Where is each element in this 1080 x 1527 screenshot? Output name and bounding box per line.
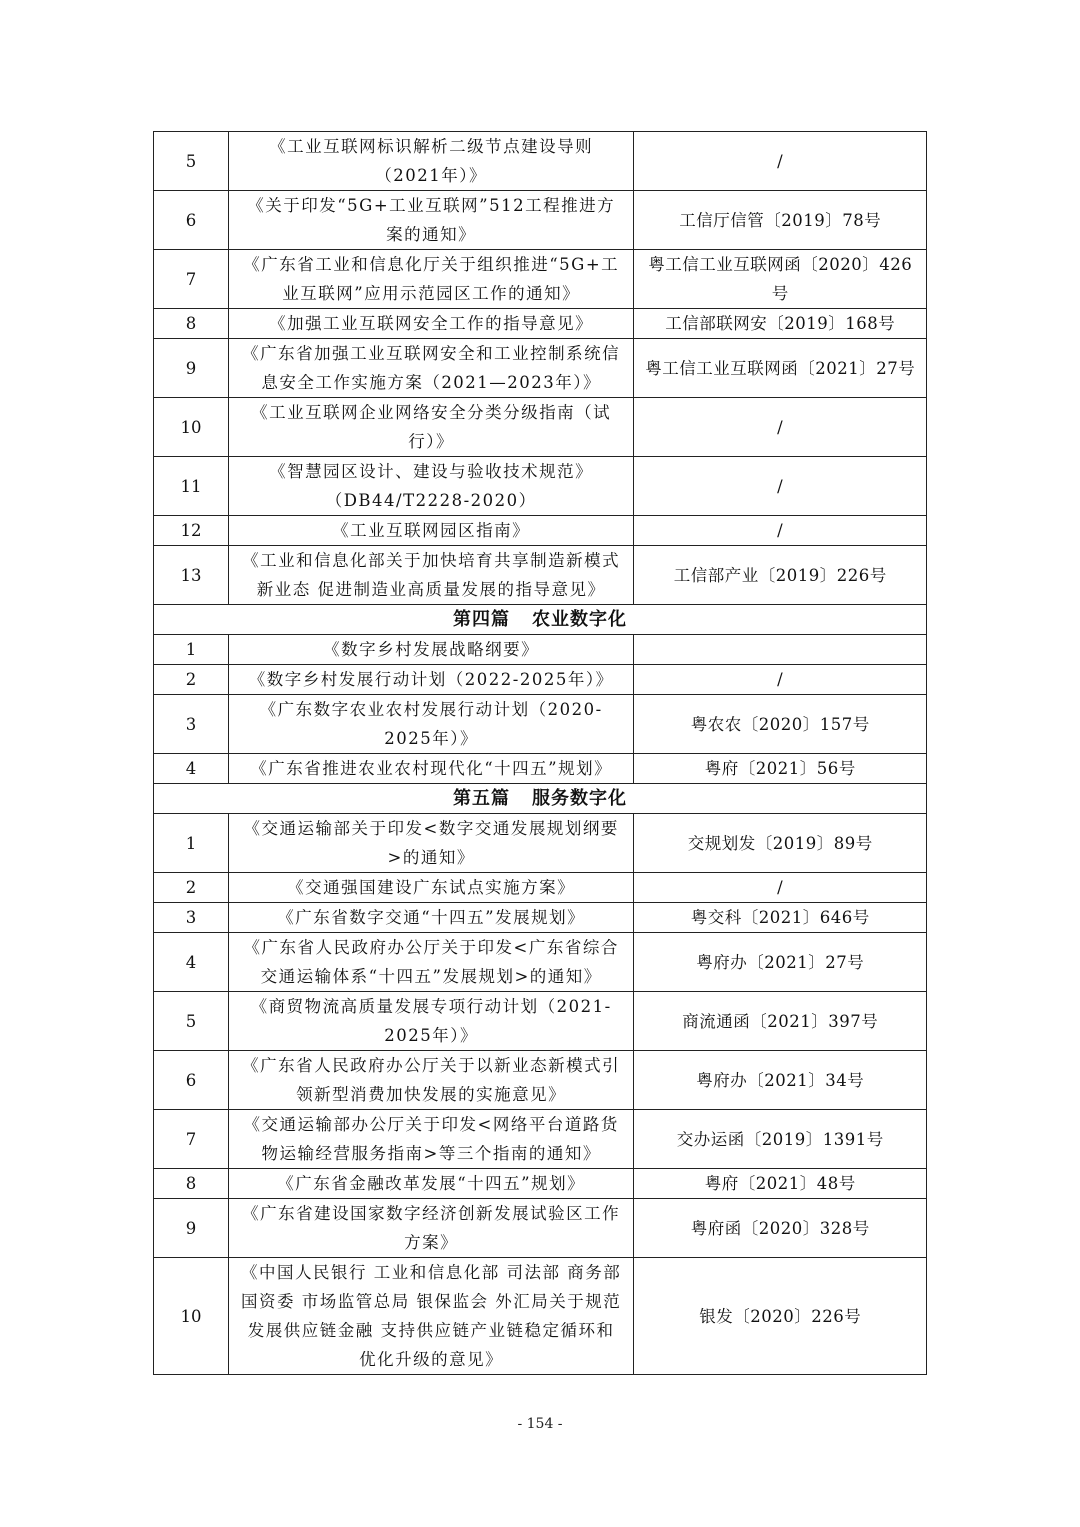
table-row	[154, 695, 927, 754]
table-row	[154, 1169, 927, 1199]
document-title: 《工业和信息化部关于加快培育共享制造新模式新业态 促进制造业高质量发展的指导意见》	[228, 546, 633, 605]
table-row	[154, 1199, 927, 1258]
document-reference: 粤府函〔2020〕328号	[634, 1199, 927, 1258]
row-number: 3	[154, 695, 229, 754]
row-number: 7	[154, 1110, 229, 1169]
table-row	[154, 546, 927, 605]
table-row	[154, 992, 927, 1051]
document-title: 《工业互联网园区指南》	[228, 516, 633, 546]
document-title: 《广东数字农业农村发展行动计划（2020-2025年）》	[228, 695, 633, 754]
document-title: 《广东省人民政府办公厅关于以新业态新模式引领新型消费加快发展的实施意见》	[228, 1051, 633, 1110]
row-number: 6	[154, 191, 229, 250]
table-row	[154, 1051, 927, 1110]
row-number: 3	[154, 903, 229, 933]
row-number: 11	[154, 457, 229, 516]
document-title: 《工业互联网标识解析二级节点建设导则（2021年）》	[228, 132, 633, 191]
table-row	[154, 814, 927, 873]
row-number: 2	[154, 873, 229, 903]
table-row	[154, 309, 927, 339]
table-row	[154, 754, 927, 784]
document-reference: 粤府办〔2021〕27号	[634, 933, 927, 992]
document-reference: 粤府办〔2021〕34号	[634, 1051, 927, 1110]
table-row	[154, 873, 927, 903]
document-title: 《数字乡村发展战略纲要》	[228, 635, 633, 665]
row-number: 1	[154, 635, 229, 665]
row-number: 10	[154, 398, 229, 457]
section-heading	[154, 784, 927, 814]
document-title: 《交通运输部关于印发<数字交通发展规划纲要>的通知》	[228, 814, 633, 873]
section-number: 第四篇	[453, 608, 510, 630]
document-title: 《交通强国建设广东试点实施方案》	[228, 873, 633, 903]
table-row	[154, 516, 927, 546]
document-title: 《关于印发“5G+工业互联网”512工程推进方案的通知》	[228, 191, 633, 250]
table-row	[154, 933, 927, 992]
document-title: 《广东省工业和信息化厅关于组织推进“5G+工业互联网”应用示范园区工作的通知》	[228, 250, 633, 309]
row-number: 4	[154, 933, 229, 992]
table-row	[154, 191, 927, 250]
row-number: 9	[154, 339, 229, 398]
row-number: 5	[154, 992, 229, 1051]
document-title: 《交通运输部办公厅关于印发<网络平台道路货物运输经营服务指南>等三个指南的通知》	[228, 1110, 633, 1169]
document-title: 《广东省数字交通“十四五”发展规划》	[228, 903, 633, 933]
row-number: 1	[154, 814, 229, 873]
section-heading-row	[154, 605, 927, 635]
table-body	[154, 132, 927, 1375]
document-reference: 工信部产业〔2019〕226号	[634, 546, 927, 605]
document-reference: /	[634, 516, 927, 546]
document-reference: 粤工信工业互联网函〔2021〕27号	[634, 339, 927, 398]
document-title: 《广东省推进农业农村现代化“十四五”规划》	[228, 754, 633, 784]
document-title: 《工业互联网企业网络安全分类分级指南（试行）》	[228, 398, 633, 457]
row-number: 7	[154, 250, 229, 309]
section-heading	[154, 605, 927, 635]
row-number: 4	[154, 754, 229, 784]
table-row	[154, 903, 927, 933]
document-reference: /	[634, 665, 927, 695]
document-reference: 粤府〔2021〕48号	[634, 1169, 927, 1199]
table-row	[154, 635, 927, 665]
document-reference: /	[634, 457, 927, 516]
table-row	[154, 1110, 927, 1169]
table-row	[154, 339, 927, 398]
row-number: 13	[154, 546, 229, 605]
document-reference: 交办运函〔2019〕1391号	[634, 1110, 927, 1169]
row-number: 6	[154, 1051, 229, 1110]
document-reference: 工信厅信管〔2019〕78号	[634, 191, 927, 250]
document-reference: 粤交科〔2021〕646号	[634, 903, 927, 933]
document-title: 《加强工业互联网安全工作的指导意见》	[228, 309, 633, 339]
document-reference	[634, 635, 927, 665]
document-title: 《广东省金融改革发展“十四五”规划》	[228, 1169, 633, 1199]
row-number: 2	[154, 665, 229, 695]
document-reference: 交规划发〔2019〕89号	[634, 814, 927, 873]
document-title: 《中国人民银行 工业和信息化部 司法部 商务部 国资委 市场监管总局 银保监会 外汇局关于规范发展供应链金融 支持供应链产业链稳定循环和优化升级的意见》	[228, 1258, 633, 1375]
table-row	[154, 665, 927, 695]
document-title: 《商贸物流高质量发展专项行动计划（2021-2025年）》	[228, 992, 633, 1051]
row-number: 10	[154, 1258, 229, 1375]
row-number: 9	[154, 1199, 229, 1258]
table-row	[154, 250, 927, 309]
document-title: 《智慧园区设计、建设与验收技术规范》（DB44/T2228-2020）	[228, 457, 633, 516]
document-reference: 商流通函〔2021〕397号	[634, 992, 927, 1051]
document-title: 《广东省建设国家数字经济创新发展试验区工作方案》	[228, 1199, 633, 1258]
document-reference: /	[634, 132, 927, 191]
section-title: 农业数字化	[532, 608, 627, 630]
document-reference: 粤工信工业互联网函〔2020〕426号	[634, 250, 927, 309]
document-title: 《广东省加强工业互联网安全和工业控制系统信息安全工作实施方案（2021—2023年）》	[228, 339, 633, 398]
document-reference: 工信部联网安〔2019〕168号	[634, 309, 927, 339]
section-title: 服务数字化	[532, 787, 627, 809]
policy-reference-table	[153, 131, 927, 1375]
table-row	[154, 457, 927, 516]
table-row	[154, 398, 927, 457]
document-reference: /	[634, 873, 927, 903]
section-number: 第五篇	[453, 787, 510, 809]
document-title: 《广东省人民政府办公厅关于印发<广东省综合交通运输体系“十四五”发展规划>的通知》	[228, 933, 633, 992]
row-number: 8	[154, 309, 229, 339]
document-reference: 粤农农〔2020〕157号	[634, 695, 927, 754]
document-title: 《数字乡村发展行动计划（2022-2025年）》	[228, 665, 633, 695]
row-number: 5	[154, 132, 229, 191]
row-number: 8	[154, 1169, 229, 1199]
table-row	[154, 1258, 927, 1375]
section-heading-row	[154, 784, 927, 814]
document-reference: 粤府〔2021〕56号	[634, 754, 927, 784]
table-row	[154, 132, 927, 191]
document-reference: /	[634, 398, 927, 457]
page-number: - 154 -	[517, 1416, 563, 1432]
document-reference: 银发〔2020〕226号	[634, 1258, 927, 1375]
row-number: 12	[154, 516, 229, 546]
